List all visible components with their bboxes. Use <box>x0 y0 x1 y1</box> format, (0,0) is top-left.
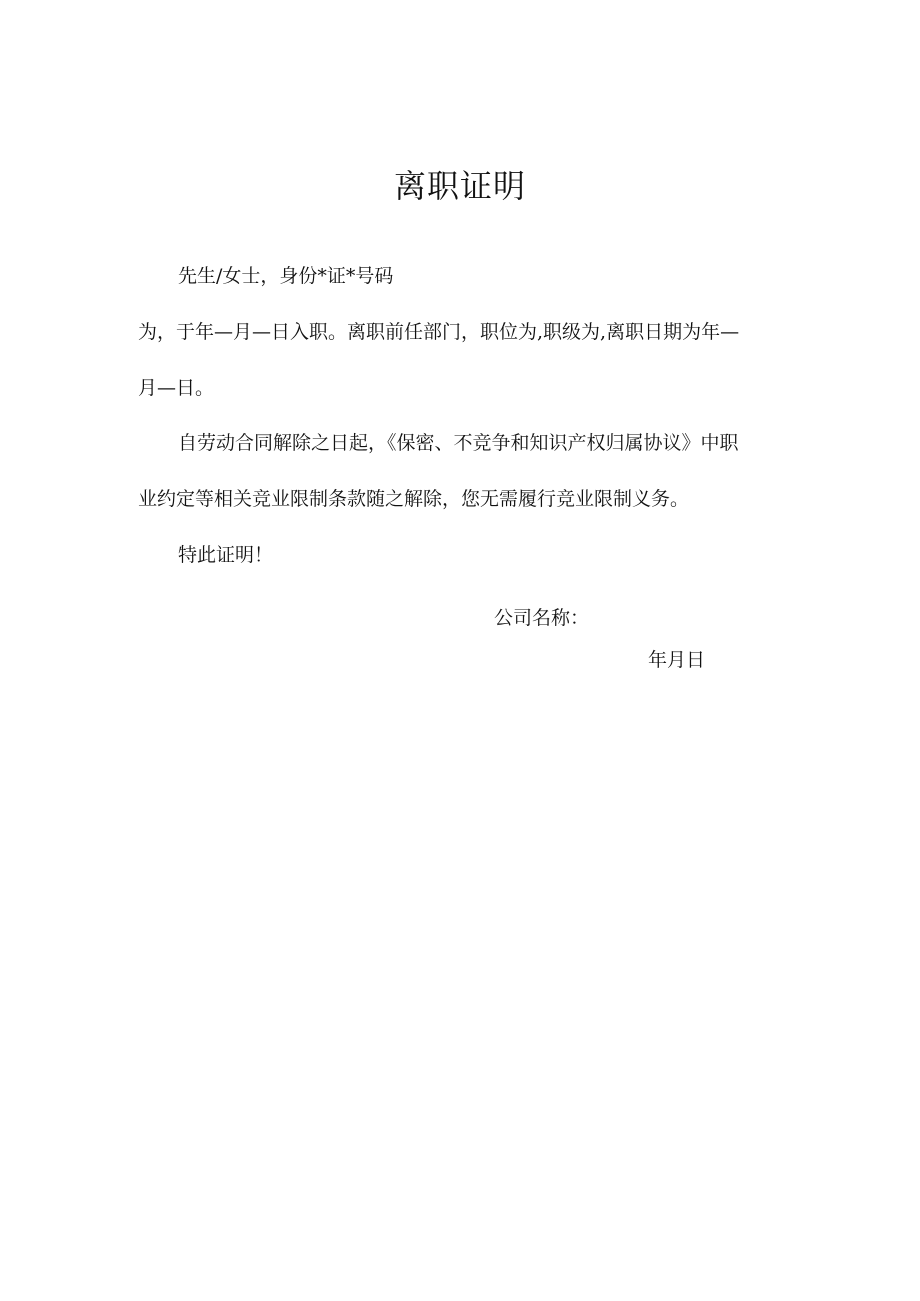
signature-date-label: 年月日 <box>648 649 706 671</box>
body-line-certification: 特此证明！ <box>178 544 274 566</box>
body-line-noncompete-cont: 业约定等相关竞业限制条款随之解除，您无需履行竞业限制义务。 <box>138 488 690 510</box>
company-name-label: 公司名称： <box>494 607 590 629</box>
body-line-employment-cont: 月—日。 <box>138 377 215 399</box>
document-title: 离职证明 <box>393 167 526 205</box>
body-line-noncompete: 自劳动合同解除之日起，《保密、不竞争和知识产权归属协议》中职 <box>178 432 739 454</box>
body-line-employment: 为，于年—月—日入职。离职前任部门，职位为,职级为,离职日期为年— <box>138 321 740 343</box>
body-line-recipient: 先生/女士，身份*证*号码 <box>178 265 394 287</box>
